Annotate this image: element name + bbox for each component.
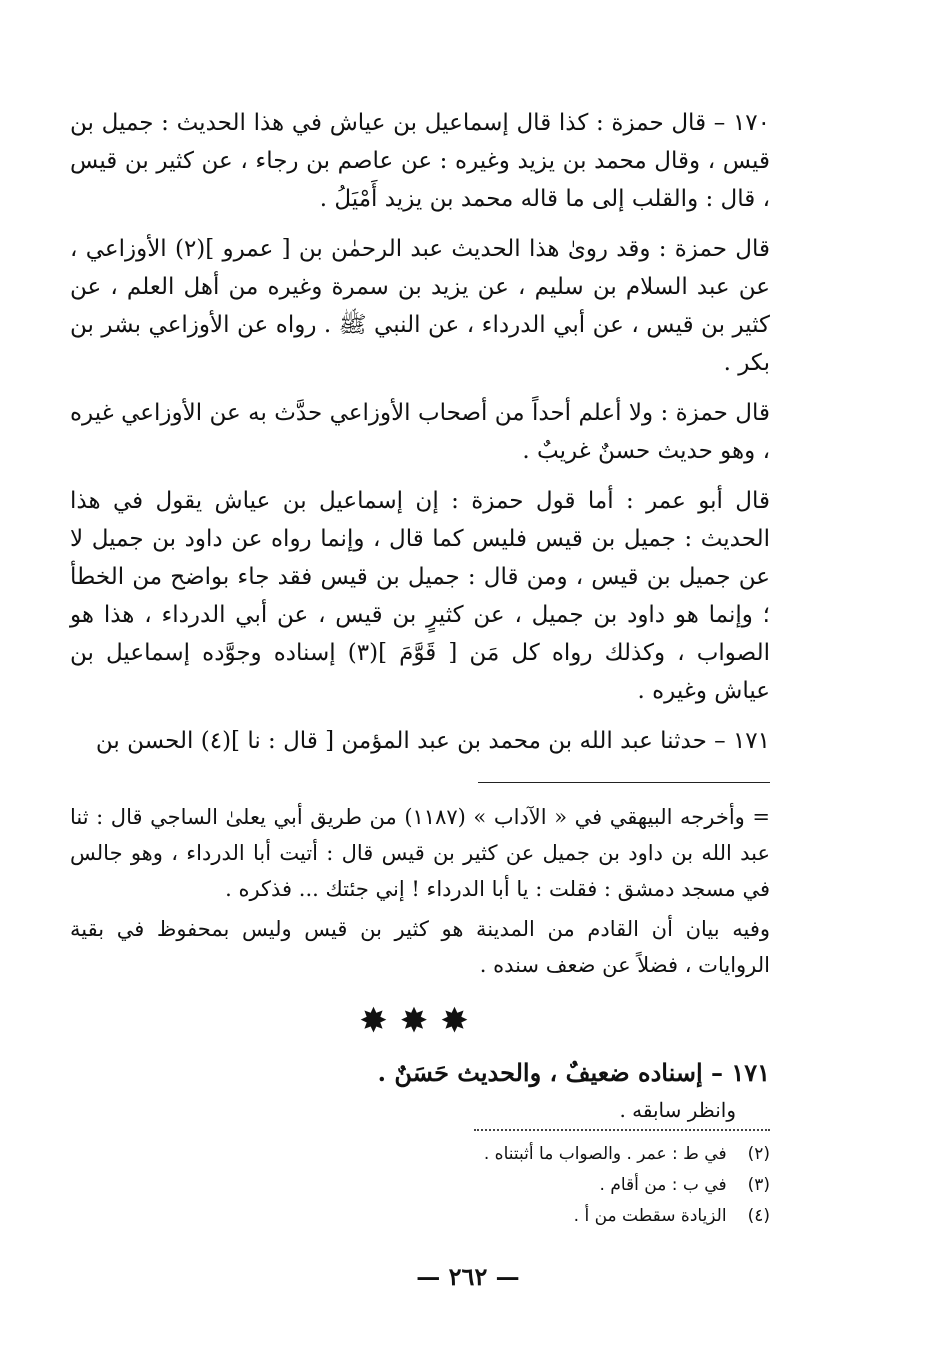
dotted-divider (474, 1129, 770, 1131)
takhrij-note: = وأخرجه البيهقي في « الآداب » (١١٨٧) من طريق أبي يعلىٰ الساجي قال : ثنا عبد الله بن داود بن جميل عن كثير بن قيس قال : أتيت أبا الدرداء ، وهو جالس في مسجد دمشق : فقلت : يا أبا الدرداء ! إني جئتك ... فذكره . (70, 805, 770, 901)
see-previous-note: وانظر سابقه . (619, 1098, 736, 1122)
footnote-marker: (٢) (747, 1144, 770, 1164)
footnote-divider (478, 782, 770, 783)
footnote-marker: (٣) (747, 1175, 770, 1195)
takhrij-note-continued: وفيه بيان أن القادم من المدينة هو كثير بن قيس وليس بمحفوظ في بقية الروايات ، فضلاً عن ضعف سنده . (70, 917, 770, 977)
footnote-text: الزيادة سقطت من أ . (573, 1206, 727, 1226)
footnote-text: في ب : من أقام . (599, 1175, 727, 1195)
footnote-item (70, 1170, 770, 1201)
page-body (70, 104, 770, 1232)
hadith-171-paragraph: ١٧١ – حدثنا عبد الله بن محمد بن عبد المؤمن [ قال : نا ](٤) الحسن بن (95, 728, 770, 754)
footnote-text: في ط : عمر . والصواب ما أثبتناه . (483, 1144, 727, 1164)
hadith-170-paragraph: ١٧٠ – قال حمزة : كذا قال إسماعيل بن عياش في هذا الحديث : جميل بن قيس ، وقال محمد بن يزيد وغيره : عن عاصم بن رجاء ، عن كثير بن قيس ، قال : والقلب إلى ما قاله محمد بن يزيد أَمْيَلُ . (70, 110, 770, 212)
page-number: — ٢٦٢ — (416, 1262, 520, 1291)
hamza-grading-paragraph: قال حمزة : ولا أعلم أحداً من أصحاب الأوزاعي حدَّث به عن الأوزاعي غيره ، وهو حديث حسنٌ غريبٌ . (70, 400, 770, 464)
footnote-item (70, 1201, 770, 1232)
abu-umar-paragraph: قال أبو عمر : أما قول حمزة : إن إسماعيل بن عياش يقول في هذا الحديث : جميل بن قيس فليس كما قال ، وإنما رواه عن داود بن جميل لا عن جميل بن قيس ، ومن قال : جميل بن قيس فقد جاء بواضح من الخطأ ؛ وإنما هو داود بن جميل ، عن كثيرٍ بن قيس ، عن أبي الدرداء ، هذا هو الصواب ، وكذلك رواه كل مَن [ قَوَّمَ ](٣) إسناده وجوَّده إسماعيل بن عياش وغيره . (70, 488, 770, 704)
hamza-narration-paragraph: قال حمزة : وقد روىٰ هذا الحديث عبد الرحمٰن بن [ عمرو ](٢) الأوزاعي ، عن عبد السلام بن سليم ، عن يزيد بن سمرة وغيره من أهل العلم ، عن كثير بن قيس ، عن أبي الدرداء ، عن النبي ﷺ . رواه عن الأوزاعي بشر بن بكر . (70, 236, 770, 376)
section-separator-stars: ✸✸✸ (359, 1001, 481, 1041)
hadith-171-grade: ١٧١ – إسناده ضعيفٌ ، والحديث حَسَنٌ . (377, 1058, 770, 1087)
footnote-marker: (٤) (747, 1206, 770, 1226)
footnote-item (70, 1139, 770, 1170)
